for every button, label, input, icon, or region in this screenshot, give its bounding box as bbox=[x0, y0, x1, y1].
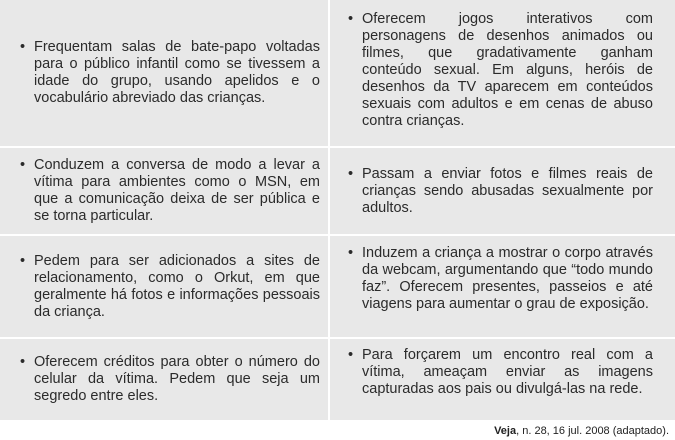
list-item bbox=[20, 354, 320, 405]
item-text: Para forçarem um encontro real com a vítima, ameaçam enviar as imagens capturadas aos pais ou divulgá-las na rede. bbox=[362, 347, 653, 397]
item-text: Oferecem créditos para obter o número do celular da vítima. Pedem que seja um segredo entre eles. bbox=[34, 354, 320, 404]
table-cell-right bbox=[330, 339, 675, 420]
bullet: • bbox=[348, 347, 354, 363]
bullet: • bbox=[20, 252, 26, 269]
item-text: Pedem para ser adicionados a sites de relacionamento, como o Orkut, em que geralmente há fotos e informações pessoais da criança. bbox=[34, 252, 320, 320]
list-item bbox=[20, 157, 320, 225]
list-item bbox=[20, 253, 320, 321]
list-item bbox=[348, 166, 653, 217]
table-cell-right bbox=[330, 0, 675, 148]
item-text: Induzem a criança a mostrar o corpo através da webcam, argumentando que “todo mundo faz”. Oferecem presentes, passeios e até viagens para aumentar o grau de exposição. bbox=[362, 245, 653, 312]
source-caption bbox=[494, 425, 669, 437]
bullet: • bbox=[20, 157, 26, 173]
item-text: Conduzem a conversa de modo a levar a vítima para ambientes como o MSN, em que a comunicação deixa de ser pública e se torna particular. bbox=[34, 157, 320, 224]
bullet: • bbox=[348, 11, 354, 27]
list-item bbox=[20, 39, 320, 107]
table-cell-right bbox=[330, 148, 675, 236]
item-text: Oferecem jogos interativos com personagens de desenhos animados ou filmes, que gradativamente ganham conteúdo sexual. Em alguns, heróis de desenhos da TV aparecem em conteúdos sexuais com adultos e em cenas de abuso contra crianças. bbox=[362, 11, 653, 129]
item-text: Frequentam salas de bate-papo voltadas para o público infantil como se tivessem a idade do grupo, usando apelidos e o vocabulário abreviado das crianças. bbox=[34, 39, 320, 106]
list-item bbox=[348, 347, 653, 398]
source-name: Veja bbox=[494, 425, 517, 437]
bullet: • bbox=[348, 245, 354, 261]
table-cell-left bbox=[0, 236, 330, 339]
bullet: • bbox=[348, 165, 354, 182]
bullet: • bbox=[20, 39, 26, 55]
table-cell-right bbox=[330, 236, 675, 339]
source-details: , n. 28, 16 jul. 2008 (adaptado). bbox=[516, 425, 669, 437]
item-text: Passam a enviar fotos e filmes reais de crianças sendo abusadas sexualmente por adultos. bbox=[362, 165, 653, 216]
table-cell-left bbox=[0, 339, 330, 420]
list-item bbox=[348, 245, 653, 313]
bullet: • bbox=[20, 354, 26, 370]
list-item bbox=[348, 11, 653, 130]
table-cell-left bbox=[0, 0, 330, 148]
table-cell-left bbox=[0, 148, 330, 236]
